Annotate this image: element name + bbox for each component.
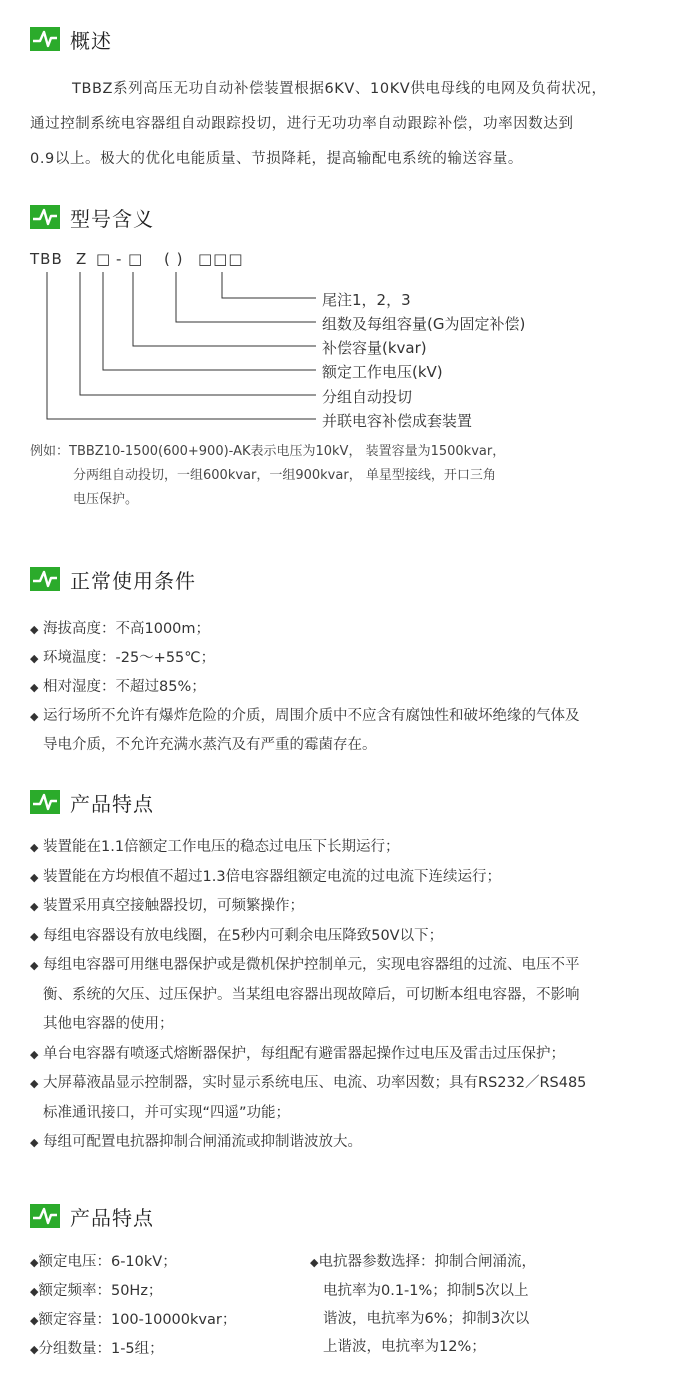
list-item: ◆ 海拔高度：不高1000m； [30, 615, 680, 644]
code-box-voltage: □ [96, 250, 112, 268]
feature-list [30, 833, 680, 1158]
code-paren: ( ) [164, 250, 184, 268]
list-item: ◆ 每组可配置电抗器抑制合闸涌流或抑制谐波放大。 [30, 1128, 680, 1158]
diagram-label: 补偿容量(kvar) [322, 339, 427, 357]
condition-list [30, 615, 680, 759]
list-item: ◆额定频率：50Hz； [30, 1283, 163, 1299]
list-item: ◆ 运行场所不允许有爆炸危险的介质，周围介质中不应含有腐蚀性和破坏绝缘的气体及 导电介质，不允许充满水蒸汽及有严重的霉菌存在。 [30, 702, 680, 759]
diagram-label: 额定工作电压(kV) [322, 363, 443, 381]
leader-line [103, 272, 316, 370]
diagram-label: 尾注1，2，3 [322, 291, 411, 309]
example-line: 电压保护。 [73, 492, 139, 507]
bullet-icon: ◆ [30, 929, 39, 943]
section-title: 产品特点 [70, 791, 154, 816]
list-item: ◆ 每组电容器设有放电线圈，在5秒内可剩余电压降致50V以下； [30, 922, 680, 952]
code-boxes-suffix: □□□ [198, 250, 244, 268]
bullet-icon: ◆ [30, 1136, 39, 1149]
bullet-icon: ◆ [30, 652, 39, 665]
overview-line: 通过控制系统电容器组自动跟踪投切，进行无功功率自动跟踪补偿，功率因数达到 [30, 116, 574, 132]
diagram-label: 分组自动投切 [322, 388, 413, 406]
code-dash: - [116, 250, 123, 268]
bullet-icon: ◆ [30, 841, 39, 854]
leader-line [133, 272, 316, 346]
pulse-icon [30, 1204, 60, 1228]
bullet-icon: ◆ [30, 900, 39, 913]
bullet-icon: ◆ [30, 1077, 39, 1090]
bullet-icon: ◆ [30, 1314, 39, 1327]
section-header-features [30, 785, 154, 819]
bullet-icon: ◆ [30, 959, 39, 972]
diagram-label: 组数及每组容量(G为固定补偿) [322, 315, 526, 333]
leader-line [176, 272, 316, 322]
bullet-icon: ◆ [30, 623, 39, 636]
list-item: ◆电抗器参数选择：抑制合闸涌流， [310, 1254, 536, 1270]
spec-list-left [30, 1248, 236, 1364]
pulse-icon [30, 567, 60, 591]
list-item: ◆分组数量：1-5组； [30, 1341, 164, 1357]
list-item: ◆ 环境温度：-25～+55℃； [30, 644, 680, 673]
bullet-icon: ◆ [30, 870, 39, 884]
section-header-specs [30, 1199, 154, 1233]
list-item: ◆额定电压：6-10kV； [30, 1254, 177, 1270]
list-item: ◆ 装置能在1.1倍额定工作电压的稳态过电压下长期运行； [30, 833, 680, 863]
list-item: ◆ 单台电容器有喷逐式熔断器保护，每组配有避雷器起操作过电压及雷击过压保护； [30, 1040, 680, 1070]
code-box-capacity: □ [128, 250, 144, 268]
pulse-icon [30, 790, 60, 814]
leader-line [222, 272, 316, 298]
list-item: ◆额定容量：100-10000kvar； [30, 1312, 237, 1328]
list-item: ◆ 大屏幕液晶显示控制器，实时显示系统电压、电流、功率因数；具有RS232／RS485 标准通讯接口，并可实现“四遥”功能； [30, 1069, 680, 1128]
section-title: 产品特点 [70, 1205, 154, 1230]
list-item: ◆ 装置能在方均根值不超过1.3倍电容器组额定电流的过电流下连续运行； [30, 863, 680, 893]
code-prefix: TBB [30, 250, 63, 268]
leader-line [80, 272, 316, 395]
bullet-icon: ◆ [30, 1285, 39, 1298]
code-z: Z [76, 250, 88, 268]
example-line: 分两组自动投切，一组600kvar，一组900kvar， 单星型接线，开口三角 [73, 468, 496, 483]
list-item: ◆ 相对湿度：不超过85%； [30, 673, 680, 702]
bullet-icon: ◆ [310, 1256, 319, 1269]
bullet-icon: ◆ [30, 1343, 39, 1356]
example-line: 例如：TBBZ10-1500(600+900)-AK表示电压为10kV， 装置容量为1500kvar， [30, 444, 506, 459]
list-item: ◆ 每组电容器可用继电器保护或是微机保护控制单元，实现电容器组的过流、电压不平 衡、系统的欠压、过压保护。当某组电容器出现故障后，可切断本组电容器，不影响 其他电容器的使用； [30, 951, 680, 1040]
section-title: 型号含义 [70, 206, 154, 231]
section-title: 正常使用条件 [70, 568, 196, 593]
overview-line: TBBZ系列高压无功自动补偿装置根据6KV、10KV供电母线的电网及负荷状况， [72, 81, 607, 97]
section-title: 概述 [70, 28, 112, 53]
section-header-conditions [30, 562, 196, 596]
list-item: ◆ 装置采用真空接触器投切，可频繁操作； [30, 892, 680, 922]
bullet-icon: ◆ [30, 1256, 39, 1269]
bullet-icon: ◆ [30, 681, 39, 694]
bullet-icon: ◆ [30, 1047, 39, 1061]
diagram-label: 并联电容补偿成套装置 [322, 412, 473, 430]
spec-list-right: ◆电抗器参数选择：抑制合闸涌流， 电抗率为0.1-1%；抑制5次以上 谐波，电抗率为6%；抑制3次以 上谐波，电抗率为12%； [310, 1248, 536, 1361]
bullet-icon: ◆ [30, 710, 39, 723]
overview-line: 0.9以上。极大的优化电能质量、节损降耗，提高输配电系统的输送容量。 [30, 151, 523, 167]
